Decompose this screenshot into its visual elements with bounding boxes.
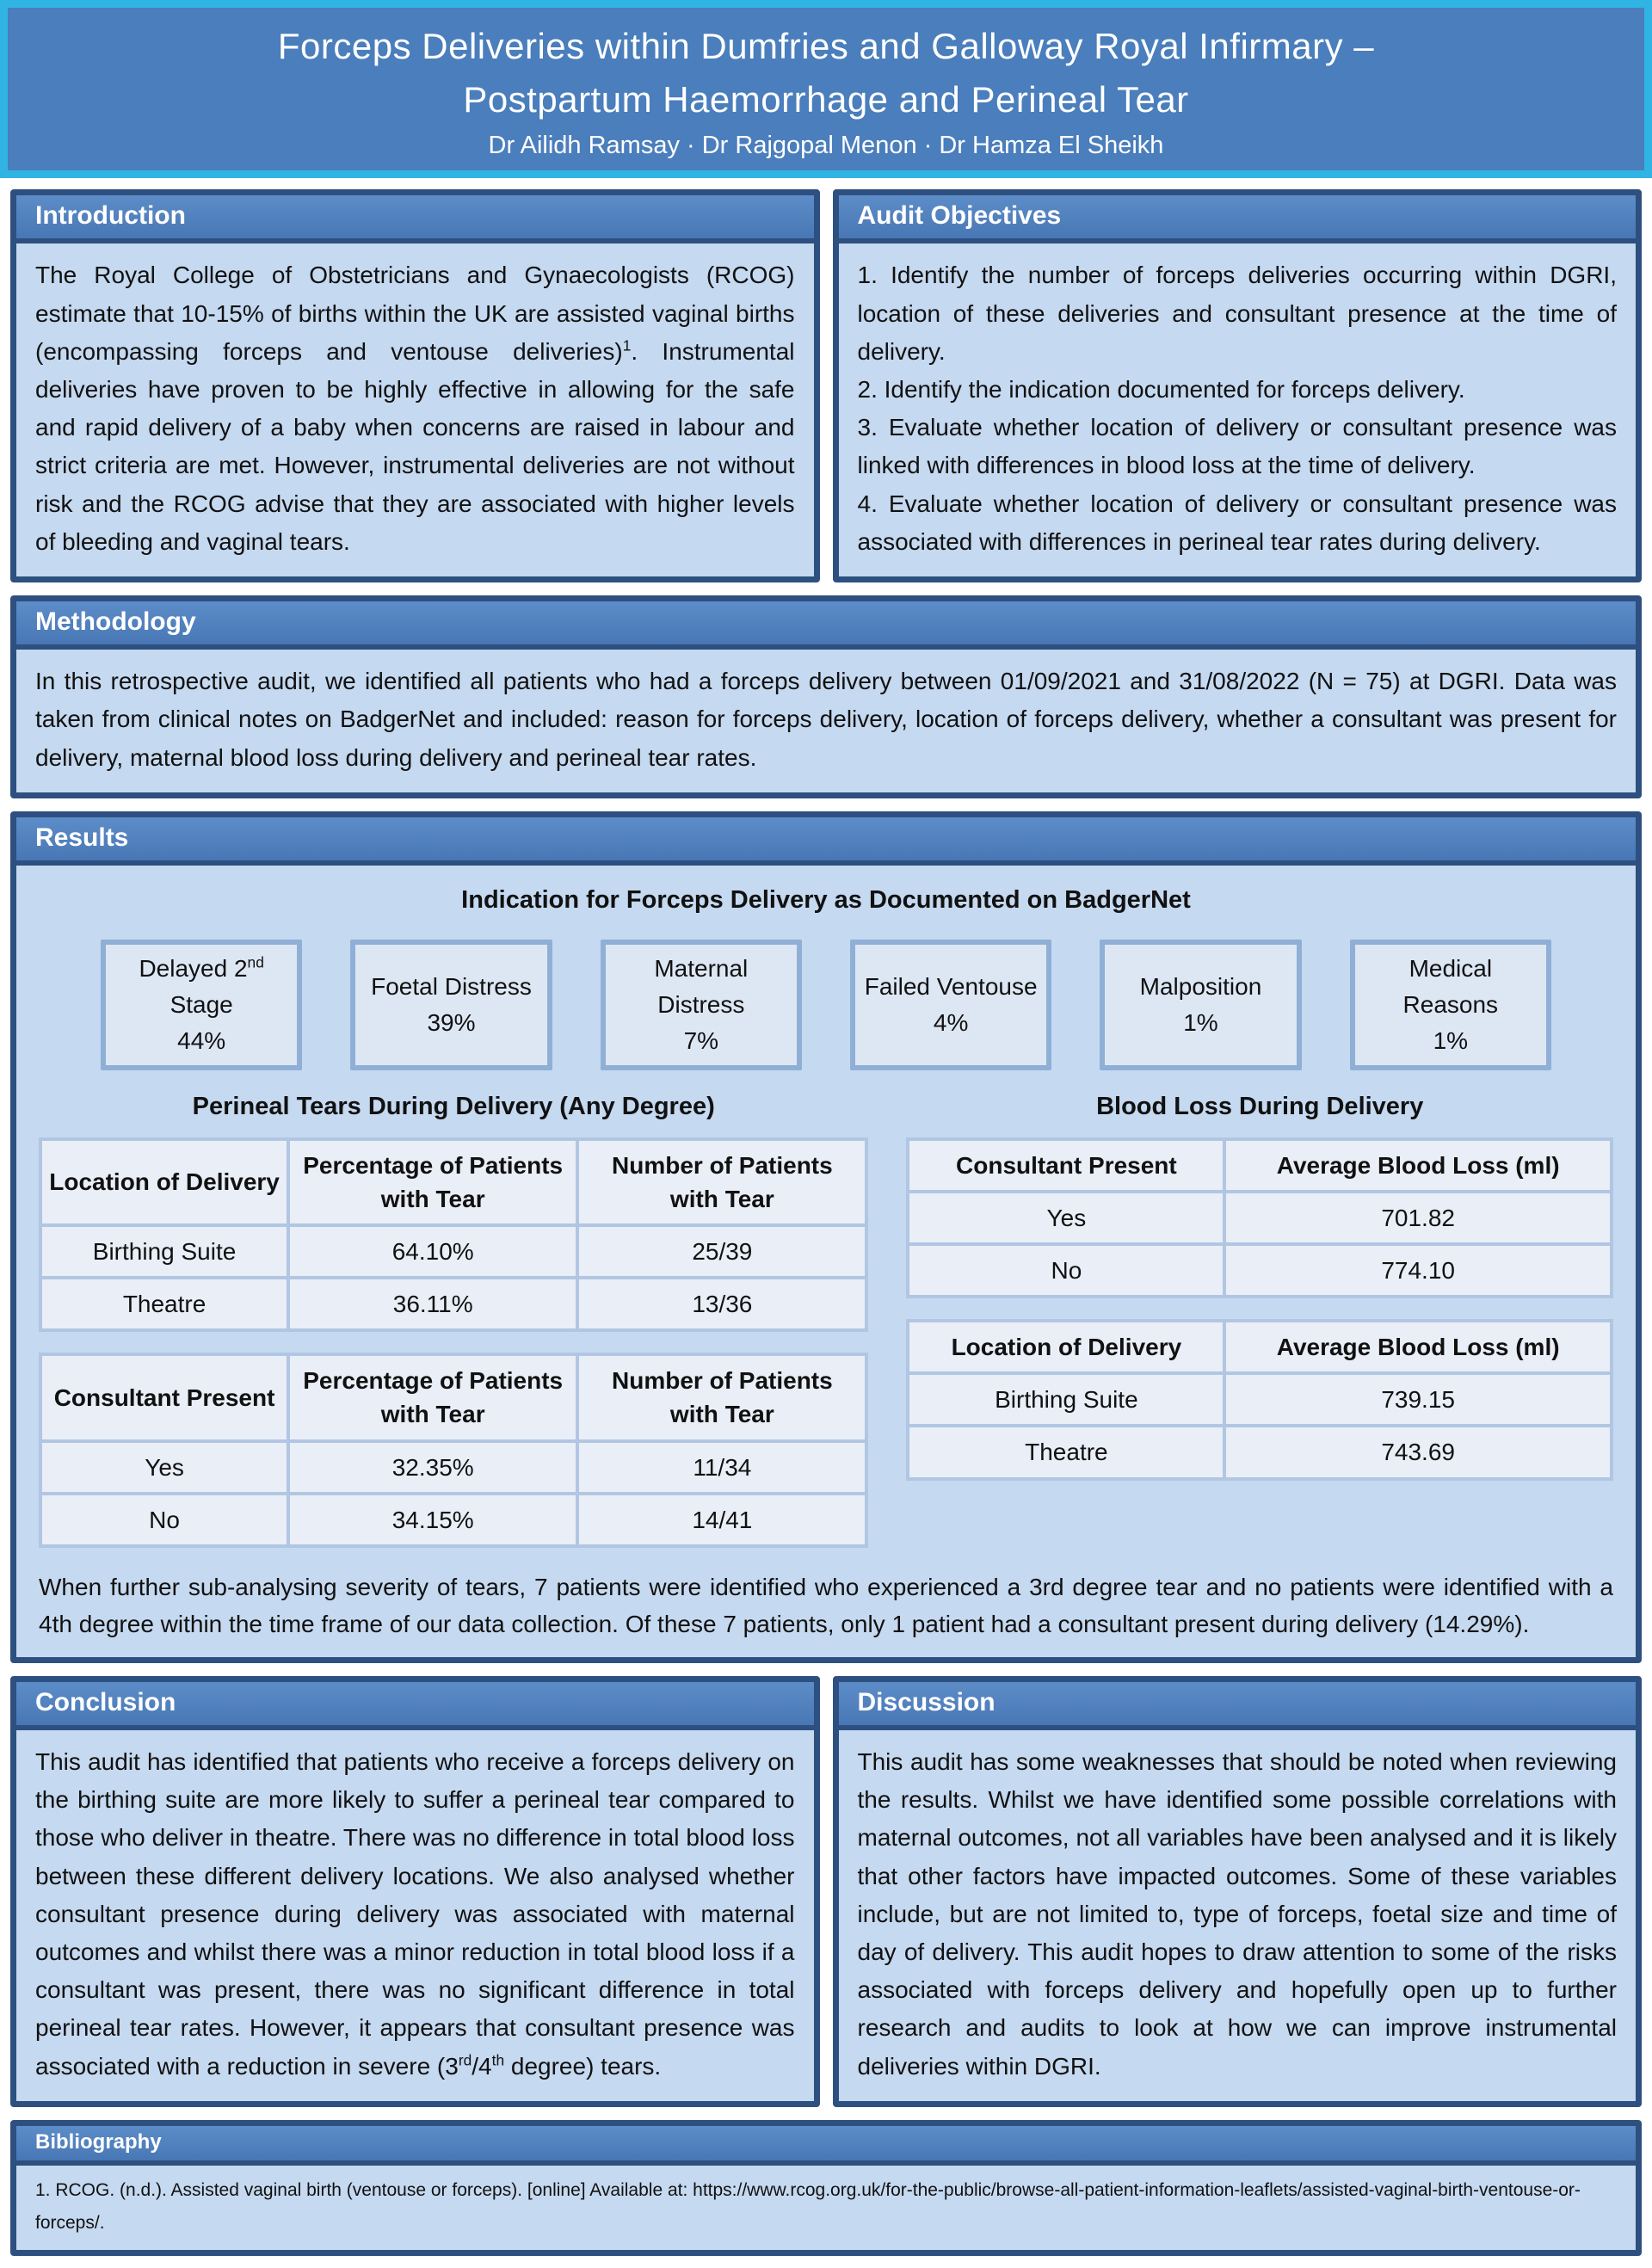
- table-cell: 25/39: [577, 1225, 866, 1278]
- column-header: Number of Patients with Tear: [577, 1139, 866, 1225]
- results-note: When further sub-analysing severity of tears, 7 patients were identified who experienced a 3rd degree tear and no patients were identified with a 4th degree within the time frame of our data collection. Of these 7 patients, only 1 patient had a consultant present during delivery (14.29%).: [39, 1574, 1613, 1638]
- table-cell: 11/34: [577, 1441, 866, 1494]
- row-intro-objectives: [10, 189, 1642, 582]
- results-columns: [39, 1086, 1613, 1568]
- indication-label: Foetal Distress: [371, 972, 532, 1000]
- column-header: Number of Patients with Tear: [577, 1354, 866, 1440]
- column-header: Consultant Present: [908, 1139, 1224, 1192]
- table-cell: 32.35%: [288, 1441, 577, 1494]
- table-cell: Yes: [40, 1441, 288, 1494]
- table-row: [40, 1278, 866, 1330]
- indication-box-medical-reasons: [1350, 940, 1551, 1070]
- poster-title: [16, 20, 1636, 126]
- table-cell: 13/36: [577, 1278, 866, 1330]
- table-row: [908, 1373, 1612, 1426]
- table-cell: 36.11%: [288, 1278, 577, 1330]
- column-header: Average Blood Loss (ml): [1224, 1321, 1612, 1373]
- objective-item-1: 1. Identify the number of forceps deliveries occurring within DGRI, location of these deliveries and consultant presence at the time of delivery.: [857, 262, 1617, 365]
- indication-label: Malposition: [1139, 972, 1262, 1000]
- indication-label: Maternal Distress: [654, 954, 749, 1018]
- table-cell: Theatre: [908, 1426, 1224, 1478]
- section-results: [10, 811, 1642, 1663]
- poster-title-line1: Forceps Deliveries within Dumfries and Galloway Royal Infirmary –: [277, 26, 1375, 66]
- introduction-paragraph: The Royal College of Obstetricians and Gynaecologists (RCOG) estimate that 10-15% of births within the UK are assisted vaginal births (encompassing forceps and ventouse deliveries)$^1$. Instrumental deliveries have proven to be highly effective in allowing for the safe and rapid delivery of a baby when concerns are raised in labour and strict criteria are met. However, instrumental deliveries are not without risk and the RCOG advise that they are associated with higher levels of bleeding and vaginal tears.: [35, 262, 795, 555]
- results-heading: Results: [16, 817, 1636, 866]
- table-cell: Birthing Suite: [40, 1225, 288, 1278]
- introduction-body: [16, 243, 814, 576]
- table-cell: 701.82: [1224, 1192, 1612, 1244]
- table-cell: 739.15: [1224, 1373, 1612, 1426]
- indication-label: Delayed 2nd Stage: [139, 953, 264, 1018]
- discussion-heading: Discussion: [839, 1682, 1637, 1730]
- audit-objectives-body: [839, 243, 1637, 576]
- table-cell: 743.69: [1224, 1426, 1612, 1478]
- table-cell: No: [908, 1244, 1224, 1297]
- indication-box-foetal-distress: [350, 940, 552, 1070]
- poster-authors: Dr Ailidh Ramsay · Dr Rajgopal Menon · Dr Hamza El Sheikh: [488, 132, 1164, 160]
- objective-item-2: 2. Identify the indication documented for forceps delivery.: [857, 376, 1465, 404]
- row-conclusion-discussion: [10, 1676, 1642, 2107]
- indication-value: 7%: [683, 1026, 719, 1054]
- indication-value: 1%: [1183, 1008, 1218, 1036]
- section-bibliography: [10, 2120, 1642, 2256]
- perineal-location-table: [39, 1137, 868, 1333]
- table-cell: 774.10: [1224, 1244, 1612, 1297]
- discussion-body: [839, 1730, 1637, 2101]
- table-row: [40, 1494, 866, 1546]
- conclusion-paragraph: This audit has identified that patients who receive a forceps delivery on the birthing suite are more likely to suffer a perineal tear compared to those who deliver in theatre. There was no difference in total blood loss between these different delivery locations. We also analysed whether consultant presence during delivery was associated with maternal outcomes and whilst there was a minor reduction in total blood loss if a consultant was present, there was no significant difference in total perineal tear rates. However, it appears that consultant presence was associated with a reduction in severe (3rd/4th degree) tears.: [35, 1747, 795, 2080]
- title-band: [0, 0, 1652, 178]
- objective-item-4: 4. Evaluate whether location of delivery or consultant presence was associated with differences in perineal tear rates during delivery.: [857, 490, 1617, 555]
- conclusion-body: [16, 1730, 814, 2101]
- perineal-consultant-table: [39, 1353, 868, 1548]
- perineal-tears-title: Perineal Tears During Delivery (Any Degree): [192, 1092, 715, 1120]
- table-header-row: [40, 1139, 866, 1225]
- poster-title-line2: Postpartum Haemorrhage and Perineal Tear: [463, 79, 1189, 120]
- table-row: [908, 1426, 1612, 1478]
- methodology-body: [16, 650, 1636, 792]
- blood-loss-column: [906, 1086, 1613, 1501]
- table-cell: Birthing Suite: [908, 1373, 1224, 1426]
- indication-label: Medical Reasons: [1402, 954, 1499, 1018]
- table-cell: 14/41: [577, 1494, 866, 1546]
- table-header-row: [40, 1354, 866, 1440]
- column-header: Percentage of Patients with Tear: [288, 1139, 577, 1225]
- table-cell: No: [40, 1494, 288, 1546]
- section-introduction: [10, 189, 820, 582]
- indication-value: 4%: [933, 1008, 969, 1036]
- indication-value: 44%: [177, 1026, 226, 1054]
- table-row: [40, 1225, 866, 1278]
- bibliography-reference: 1. RCOG. (n.d.). Assisted vaginal birth (ventouse or forceps). [online] Available at: https://www.rcog.org.uk/for-the-public/browse-all-patient-information-leaflets/assisted-vaginal-birth-ventouse-or-forceps/.: [35, 2179, 1581, 2233]
- table-row: [908, 1192, 1612, 1244]
- indication-box-delayed-2nd-stage: [101, 940, 302, 1070]
- indication-box-failed-ventouse: [850, 940, 1051, 1070]
- results-body: [16, 866, 1636, 1657]
- table-cell: Theatre: [40, 1278, 288, 1330]
- bloodloss-location-table: [906, 1319, 1613, 1481]
- section-discussion: [833, 1676, 1643, 2107]
- table-cell: 34.15%: [288, 1494, 577, 1546]
- indication-box-malposition: [1100, 940, 1301, 1070]
- poster-content: [0, 178, 1652, 2267]
- methodology-paragraph: In this retrospective audit, we identified all patients who had a forceps delivery between 01/09/2021 and 31/08/2022 (N = 75) at DGRI. Data was taken from clinical notes on BadgerNet and included: reason for forceps delivery, location of forceps delivery, whether a consultant was present for delivery, maternal blood loss during delivery and perineal tear rates.: [35, 668, 1617, 771]
- section-conclusion: [10, 1676, 820, 2107]
- table-header-row: [908, 1321, 1612, 1373]
- section-methodology: [10, 595, 1642, 798]
- audit-objectives-heading: Audit Objectives: [839, 195, 1637, 243]
- bloodloss-consultant-table: [906, 1137, 1613, 1299]
- indication-label: Failed Ventouse: [864, 972, 1038, 1000]
- section-audit-objectives: [833, 189, 1643, 582]
- column-header: Consultant Present: [40, 1354, 288, 1440]
- table-row: [40, 1441, 866, 1494]
- indication-box-maternal-distress: [601, 940, 802, 1070]
- table-row: [908, 1244, 1612, 1297]
- table-header-row: [908, 1139, 1612, 1192]
- discussion-paragraph: This audit has some weaknesses that should be noted when reviewing the results. Whilst we have identified some possible correlations with maternal outcomes, not all variables have been analysed and it is likely that other factors have impacted outcomes. Some of these variables include, but are not limited to, type of forceps, foetal size and time of day of delivery. This audit hopes to draw attention to some of the risks associated with forceps delivery and hopefully open up to further research and audits to look at how we can improve instrumental deliveries within DGRI.: [857, 1747, 1617, 2080]
- bibliography-body: [16, 2166, 1636, 2250]
- indication-title: Indication for Forceps Delivery as Documented on BadgerNet: [461, 885, 1191, 914]
- table-cell: Yes: [908, 1192, 1224, 1244]
- methodology-heading: Methodology: [16, 601, 1636, 650]
- indication-value: 39%: [427, 1008, 476, 1036]
- column-header: Average Blood Loss (ml): [1224, 1139, 1612, 1192]
- column-header: Location of Delivery: [40, 1139, 288, 1225]
- conclusion-heading: Conclusion: [16, 1682, 814, 1730]
- column-header: Location of Delivery: [908, 1321, 1224, 1373]
- bibliography-heading: Bibliography: [16, 2126, 1636, 2166]
- table-cell: 64.10%: [288, 1225, 577, 1278]
- indication-row: [39, 940, 1613, 1070]
- blood-loss-title: Blood Loss During Delivery: [1096, 1092, 1424, 1120]
- perineal-tears-column: [39, 1086, 868, 1568]
- introduction-heading: Introduction: [16, 195, 814, 243]
- indication-value: 1%: [1433, 1026, 1469, 1054]
- objective-item-3: 3. Evaluate whether location of delivery or consultant presence was linked with differences in blood loss at the time of delivery.: [857, 414, 1617, 479]
- column-header: Percentage of Patients with Tear: [288, 1354, 577, 1440]
